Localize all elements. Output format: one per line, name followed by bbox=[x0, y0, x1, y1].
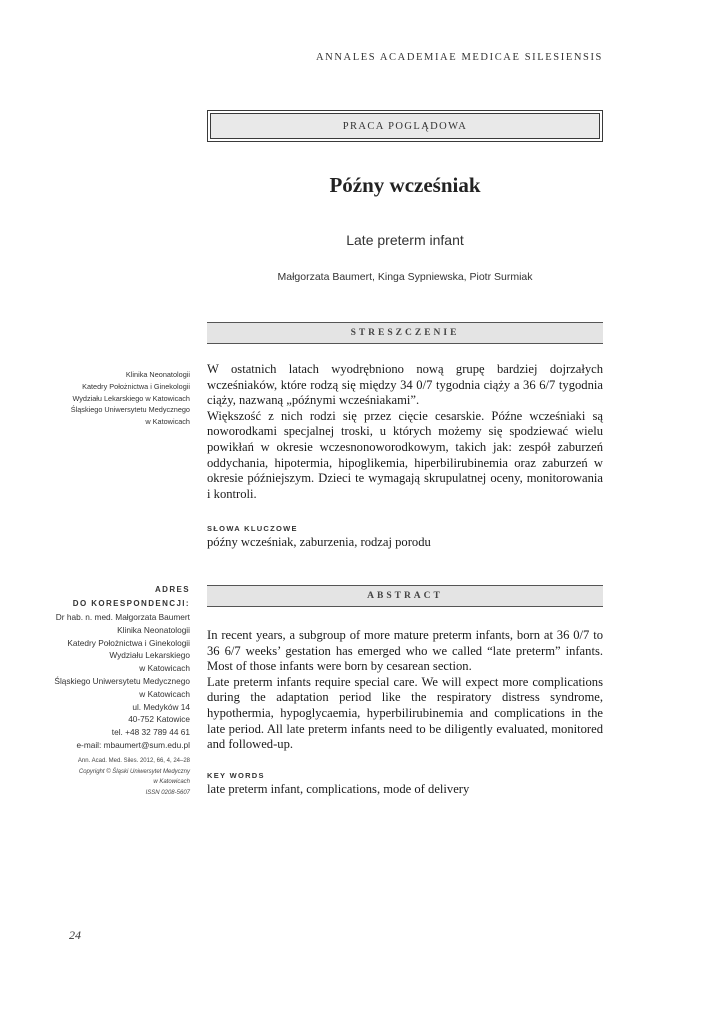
correspondence-line: Dr hab. n. med. Małgorzata Baumert bbox=[55, 612, 190, 622]
citation-ref: Ann. Acad. Med. Siles. 2012, 66, 4, 24–28 bbox=[77, 758, 190, 764]
article-subtitle: Late preterm infant bbox=[346, 232, 464, 248]
correspondence-line: Wydziału Lekarskiego bbox=[109, 650, 190, 661]
correspondence-label-line: DO KORESPONDENCJI: bbox=[72, 599, 190, 608]
streszczenie-paragraph: Większość z nich rodzi się przez cięcie cesarskie. Późne wcześniaki są noworodkami specjalnej troski, u których możemy się spodziewać wielu powikłań w okresie wczesnonoworodkowym, takich jak: zespół zaburzeń oddychania, hipotermia, hipoglikemia, hiperbilirubinemia oraz zaburzeń w okresie późniejszym. Dzieci te wymagają skrupulatnej oceny, monitorowania i kontroli. bbox=[207, 408, 603, 501]
journal-header: ANNALES ACADEMIAE MEDICAE SILESIENSIS bbox=[316, 52, 603, 63]
article-authors: Małgorzata Baumert, Kinga Sypniewska, Piotr Surmiak bbox=[277, 271, 533, 283]
correspondence-line: w Katowicach bbox=[139, 663, 190, 674]
issn: ISSN 0208-5607 bbox=[145, 789, 190, 796]
correspondence-line: 40-752 Katowice bbox=[128, 714, 190, 725]
article-type-box bbox=[207, 110, 603, 142]
correspondence-label bbox=[30, 583, 190, 611]
keywords-en-label: KEY WORDS bbox=[207, 771, 265, 780]
correspondence-line: ul. Medyków 14 bbox=[132, 701, 190, 712]
abstract-body bbox=[207, 628, 603, 753]
streszczenie-body bbox=[207, 362, 603, 502]
keywords-pl: późny wcześniak, zaburzenia, rodzaj porodu bbox=[207, 535, 431, 549]
keywords-pl-label: SŁOWA KLUCZOWE bbox=[207, 524, 298, 533]
abstract-paragraph: In recent years, a subgroup of more mature preterm infants, born at 36 0/7 to 36 6/7 weeks’ gestation has emerged who we called “late preterm” infants. Most of those infants were born by cesarean section. bbox=[207, 628, 603, 674]
abstract-heading: ABSTRACT bbox=[207, 585, 603, 607]
copyright-line: Copyright © Śląski Uniwersytet Medyczny bbox=[78, 768, 190, 775]
article-title: Późny wcześniak bbox=[329, 173, 481, 197]
citation bbox=[30, 756, 190, 798]
affiliation-line: w Katowicach bbox=[145, 417, 190, 427]
affiliation-line: Katedry Położnictwa i Ginekologii bbox=[82, 381, 190, 391]
correspondence-address bbox=[30, 611, 190, 752]
abstract-paragraph: Late preterm infants require special care. We will expect more complications during the adaptation period like the respiratory distress syndrome, hypothermia, hypoglycaemia, hyperbilirubinemia and complications in the late period. All late preterm infants need to be diligently evaluated, monitored and followed-up. bbox=[207, 674, 603, 752]
correspondence-line: Katedry Położnictwa i Ginekologii bbox=[67, 637, 190, 648]
copyright-line: w Katowicach bbox=[153, 779, 190, 785]
article-type-label: PRACA POGLĄDOWA bbox=[210, 113, 600, 139]
affiliation-line: Klinika Neonatologii bbox=[125, 370, 190, 379]
streszczenie-paragraph: W ostatnich latach wyodrębniono nową grupę bardziej dojrzałych wcześniaków, które rodzą się między 34 0/7 tygodnia ciąży a 36 6/7 tygodnia ciąży, nazwaną „późnymi wcześniakami”. bbox=[207, 362, 603, 408]
correspondence-line: w Katowicach bbox=[139, 688, 190, 699]
correspondence-line: Śląskiego Uniwersytetu Medycznego bbox=[54, 675, 190, 686]
correspondence-line: tel. +48 32 789 44 61 bbox=[111, 727, 190, 738]
keywords-en: late preterm infant, complications, mode of delivery bbox=[207, 782, 470, 796]
affiliation-line: Wydziału Lekarskiego w Katowicach bbox=[72, 393, 190, 403]
streszczenie-heading: STRESZCZENIE bbox=[207, 322, 603, 344]
correspondence-line: Klinika Neonatologii bbox=[117, 624, 190, 635]
correspondence-email: e-mail: mbaumert@sum.edu.pl bbox=[76, 739, 190, 750]
affiliation bbox=[30, 369, 190, 428]
page-number: 24 bbox=[69, 928, 81, 942]
correspondence-label-line: ADRES bbox=[154, 585, 190, 594]
affiliation-line: Śląskiego Uniwersytetu Medycznego bbox=[70, 405, 190, 415]
